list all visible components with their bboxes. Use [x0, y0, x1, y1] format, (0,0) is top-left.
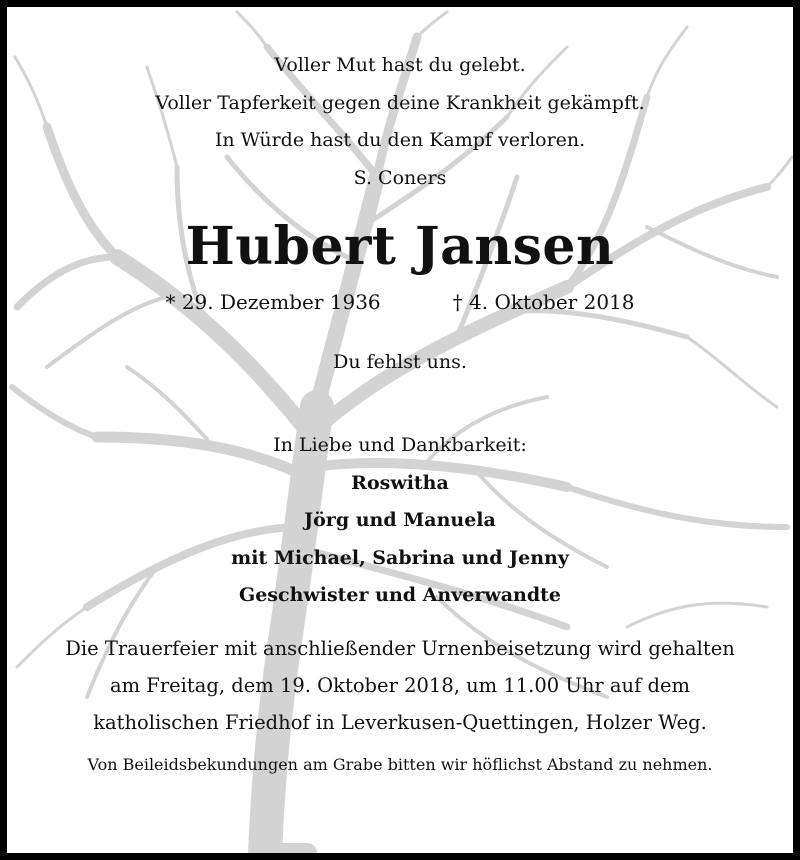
mourner-name: Roswitha [351, 471, 449, 494]
mourner-name: Geschwister und Anverwandte [238, 584, 561, 606]
farewell-message: Du fehlst uns. [333, 351, 467, 373]
condolence-note: Von Beileidsbekundungen am Grabe bitten wir höflichst Abstand zu nehmen. [87, 754, 713, 774]
poem-line: In Würde hast du den Kampf verloren. [214, 129, 586, 151]
poem-line: Voller Mut hast du gelebt. [274, 54, 526, 76]
notice-content [7, 7, 793, 778]
ceremony-line: katholischen Friedhof in Leverkusen-Quettingen, Holzer Weg. [93, 710, 707, 734]
poem-author: S. Coners [353, 166, 447, 189]
birth-date: * 29. Dezember 1936 [165, 290, 381, 314]
ceremony-info [7, 630, 793, 741]
mourners-block [7, 427, 793, 615]
mourner-name: mit Michael, Sabrina und Jenny [231, 546, 569, 569]
mourners-intro: In Liebe und Dankbarkeit: [273, 434, 527, 456]
poem [7, 7, 793, 197]
ceremony-line: am Freitag, dem 19. Oktober 2018, um 11.00 Uhr auf dem [109, 673, 691, 697]
mourner-name: Jörg und Manuela [304, 509, 496, 531]
death-date: † 4. Oktober 2018 [452, 290, 635, 314]
ceremony-line: Die Trauerfeier mit anschließender Urnenbeisetzung wird gehalten [65, 636, 735, 660]
deceased-name: Hubert Jansen [185, 216, 615, 277]
poem-line: Voller Tapferkeit gegen deine Krankheit gekämpft. [155, 91, 645, 114]
life-dates [7, 287, 793, 317]
